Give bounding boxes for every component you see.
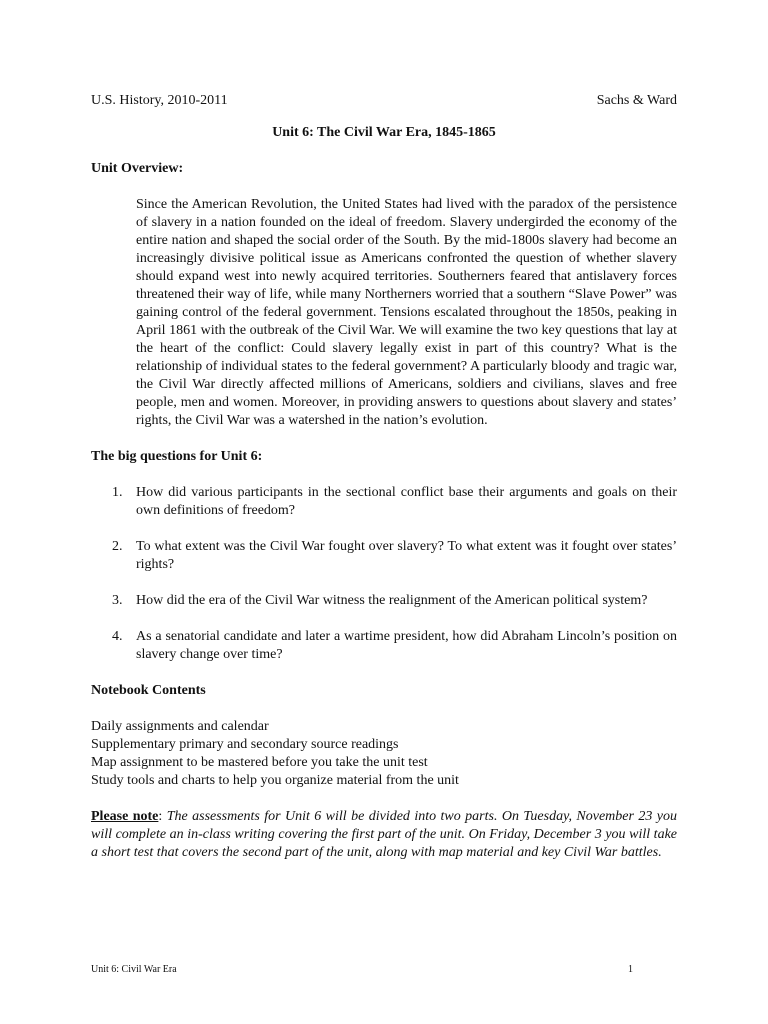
page-number: 1 [628, 964, 633, 975]
overview-paragraph: Since the American Revolution, the United States had lived with the paradox of the persistence of slavery in a nation founded on the ideal of freedom. Slavery undergirded the economy of the entire nation and shaped the social order of the South. By the mid-1800s slavery had become an increasingly divisive political issue as Americans confronted the question of whether slavery should expand west into newly acquired territories. Southerners feared that antislavery forces threatened their way of life, while many Northerners worried that a southern “Slave Power” was gaining control of the federal government. Tensions escalated throughout the 1850s, peaking in April 1861 with the outbreak of the Civil War. We will examine the two key questions that lay at the heart of the conflict: Could slavery legally exist in part of this country? What is the relationship of individual states to the federal government? A particularly bloody and tragic war, the Civil War directly affected millions of Americans, soldiers and civilians, slaves and free people, men and women. Moreover, in providing answers to questions about slavery and states’ rights, the Civil War was a watershed in the nation’s evolution. [136, 197, 677, 428]
document-page [91, 92, 677, 862]
question-number: 1. [112, 485, 123, 500]
question-number: 3. [112, 593, 123, 608]
question-text: How did various participants in the sectional conflict base their arguments and goals on their own definitions of freedom? [136, 485, 677, 518]
page-footer [91, 964, 633, 976]
question-text: How did the era of the Civil War witness the realignment of the American political system? [136, 593, 648, 608]
notebook-contents-list [91, 718, 677, 790]
notebook-item: Supplementary primary and secondary source readings [91, 737, 399, 752]
document-title: Unit 6: The Civil War Era, 1845-1865 [272, 125, 496, 140]
question-item [91, 484, 677, 520]
footer-unit-label: Unit 6: Civil War Era [91, 964, 177, 975]
please-note-paragraph [91, 808, 677, 862]
course-name: U.S. History, 2010-2011 [91, 93, 228, 108]
page-header [91, 92, 677, 110]
notebook-item: Study tools and charts to help you organize material from the unit [91, 773, 459, 788]
question-item [91, 538, 677, 574]
teacher-names: Sachs & Ward [596, 93, 677, 108]
question-number: 2. [112, 539, 123, 554]
question-text: As a senatorial candidate and later a wartime president, how did Abraham Lincoln’s position on slavery change over time? [136, 629, 677, 662]
question-item [91, 592, 677, 610]
notebook-heading: Notebook Contents [91, 683, 206, 698]
question-item [91, 628, 677, 664]
please-note-colon: : [158, 809, 163, 824]
questions-heading: The big questions for Unit 6: [91, 449, 263, 464]
questions-list [91, 484, 677, 664]
question-number: 4. [112, 629, 123, 644]
question-text: To what extent was the Civil War fought over slavery? To what extent was it fought over states’ rights? [136, 539, 677, 572]
please-note-label: Please note [91, 809, 159, 824]
please-note-text: The assessments for Unit 6 will be divided into two parts. On Tuesday, November 23 you will complete an in-class writing covering the first part of the unit. On Friday, December 3 you will take a short test that covers the second part of the unit, along with map material and key Civil War battles. [91, 809, 677, 860]
notebook-item: Daily assignments and calendar [91, 719, 269, 734]
notebook-item: Map assignment to be mastered before you take the unit test [91, 755, 428, 770]
overview-heading: Unit Overview: [91, 161, 184, 176]
